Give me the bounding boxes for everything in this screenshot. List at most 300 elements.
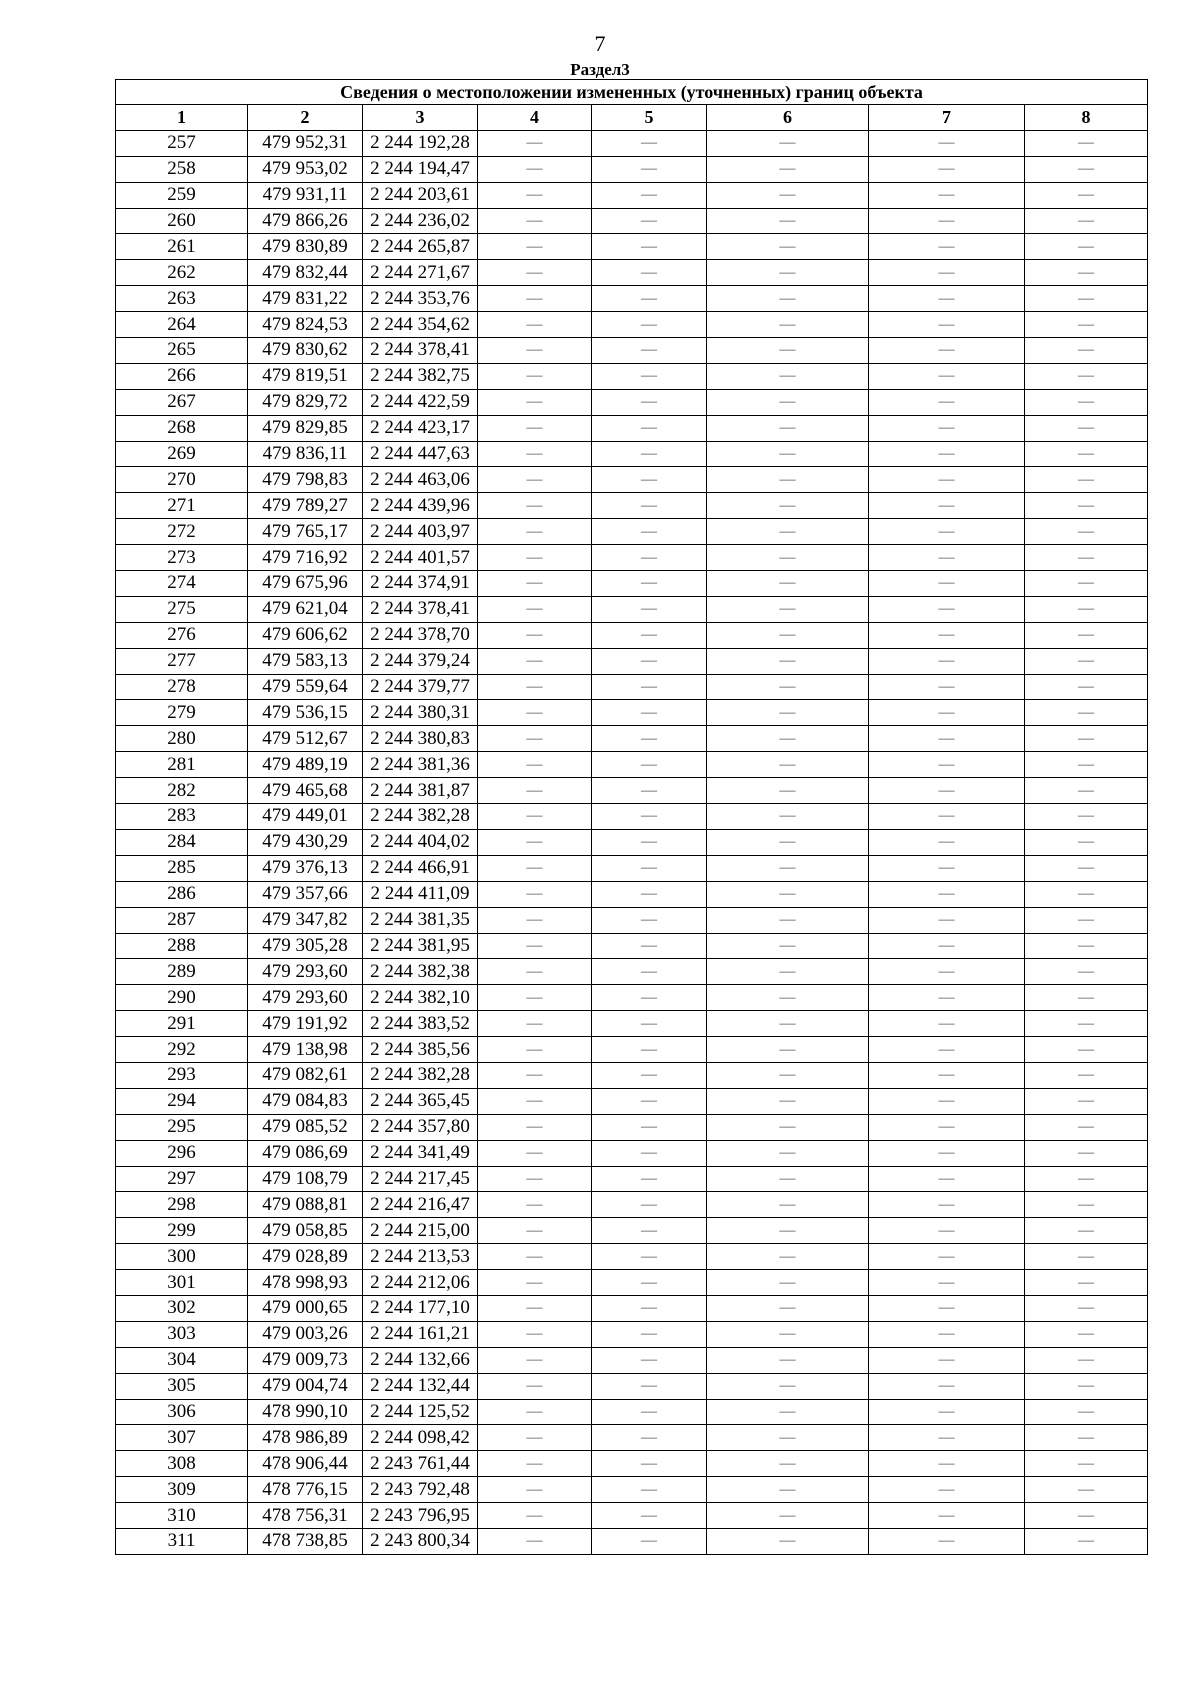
empty-value-cell: — bbox=[707, 778, 869, 804]
table-row bbox=[116, 1218, 1148, 1244]
point-number-cell: 260 bbox=[116, 208, 248, 234]
point-number-cell: 272 bbox=[116, 519, 248, 545]
empty-value-cell: — bbox=[592, 1140, 707, 1166]
empty-value-cell: — bbox=[869, 959, 1025, 985]
table-row bbox=[116, 493, 1148, 519]
empty-value-cell: — bbox=[1025, 1295, 1148, 1321]
y-coordinate-cell: 2 244 463,06 bbox=[363, 467, 478, 493]
table-row bbox=[116, 804, 1148, 830]
y-coordinate-cell: 2 244 447,63 bbox=[363, 441, 478, 467]
empty-value-cell: — bbox=[1025, 1114, 1148, 1140]
y-coordinate-cell: 2 244 177,10 bbox=[363, 1295, 478, 1321]
table-row bbox=[116, 363, 1148, 389]
point-number-cell: 305 bbox=[116, 1373, 248, 1399]
table-row bbox=[116, 985, 1148, 1011]
empty-value-cell: — bbox=[478, 881, 592, 907]
empty-value-cell: — bbox=[478, 1037, 592, 1063]
x-coordinate-cell: 479 489,19 bbox=[248, 752, 363, 778]
column-header: 4 bbox=[478, 105, 592, 131]
empty-value-cell: — bbox=[478, 363, 592, 389]
empty-value-cell: — bbox=[707, 338, 869, 364]
point-number-cell: 266 bbox=[116, 363, 248, 389]
empty-value-cell: — bbox=[592, 260, 707, 286]
y-coordinate-cell: 2 244 236,02 bbox=[363, 208, 478, 234]
table-row bbox=[116, 415, 1148, 441]
column-header: 7 bbox=[869, 105, 1025, 131]
empty-value-cell: — bbox=[869, 1425, 1025, 1451]
point-number-cell: 307 bbox=[116, 1425, 248, 1451]
column-header: 8 bbox=[1025, 105, 1148, 131]
empty-value-cell: — bbox=[869, 674, 1025, 700]
table-row bbox=[116, 726, 1148, 752]
point-number-cell: 309 bbox=[116, 1477, 248, 1503]
empty-value-cell: — bbox=[592, 622, 707, 648]
point-number-cell: 271 bbox=[116, 493, 248, 519]
empty-value-cell: — bbox=[592, 959, 707, 985]
y-coordinate-cell: 2 243 800,34 bbox=[363, 1528, 478, 1554]
y-coordinate-cell: 2 244 385,56 bbox=[363, 1037, 478, 1063]
y-coordinate-cell: 2 244 381,95 bbox=[363, 933, 478, 959]
empty-value-cell: — bbox=[592, 389, 707, 415]
empty-value-cell: — bbox=[478, 1062, 592, 1088]
empty-value-cell: — bbox=[478, 260, 592, 286]
y-coordinate-cell: 2 244 215,00 bbox=[363, 1218, 478, 1244]
empty-value-cell: — bbox=[1025, 312, 1148, 338]
y-coordinate-cell: 2 244 423,17 bbox=[363, 415, 478, 441]
empty-value-cell: — bbox=[592, 726, 707, 752]
point-number-cell: 270 bbox=[116, 467, 248, 493]
empty-value-cell: — bbox=[1025, 752, 1148, 778]
table-row bbox=[116, 130, 1148, 156]
empty-value-cell: — bbox=[1025, 726, 1148, 752]
y-coordinate-cell: 2 244 353,76 bbox=[363, 286, 478, 312]
y-coordinate-cell: 2 244 192,28 bbox=[363, 130, 478, 156]
table-row bbox=[116, 1528, 1148, 1554]
empty-value-cell: — bbox=[869, 1528, 1025, 1554]
empty-value-cell: — bbox=[1025, 985, 1148, 1011]
table-row bbox=[116, 208, 1148, 234]
empty-value-cell: — bbox=[478, 1218, 592, 1244]
point-number-cell: 302 bbox=[116, 1295, 248, 1321]
x-coordinate-cell: 479 449,01 bbox=[248, 804, 363, 830]
empty-value-cell: — bbox=[707, 208, 869, 234]
x-coordinate-cell: 479 004,74 bbox=[248, 1373, 363, 1399]
empty-value-cell: — bbox=[592, 674, 707, 700]
empty-value-cell: — bbox=[869, 1166, 1025, 1192]
empty-value-cell: — bbox=[707, 415, 869, 441]
empty-value-cell: — bbox=[707, 441, 869, 467]
empty-value-cell: — bbox=[707, 1425, 869, 1451]
empty-value-cell: — bbox=[1025, 1399, 1148, 1425]
empty-value-cell: — bbox=[1025, 1503, 1148, 1529]
point-number-cell: 300 bbox=[116, 1244, 248, 1270]
point-number-cell: 310 bbox=[116, 1503, 248, 1529]
empty-value-cell: — bbox=[592, 1011, 707, 1037]
empty-value-cell: — bbox=[592, 1451, 707, 1477]
point-number-cell: 265 bbox=[116, 338, 248, 364]
point-number-cell: 259 bbox=[116, 182, 248, 208]
x-coordinate-cell: 479 829,85 bbox=[248, 415, 363, 441]
table-row bbox=[116, 1477, 1148, 1503]
x-coordinate-cell: 479 866,26 bbox=[248, 208, 363, 234]
empty-value-cell: — bbox=[869, 829, 1025, 855]
point-number-cell: 277 bbox=[116, 648, 248, 674]
table-row bbox=[116, 855, 1148, 881]
y-coordinate-cell: 2 244 381,87 bbox=[363, 778, 478, 804]
empty-value-cell: — bbox=[707, 1451, 869, 1477]
x-coordinate-cell: 479 559,64 bbox=[248, 674, 363, 700]
empty-value-cell: — bbox=[1025, 286, 1148, 312]
empty-value-cell: — bbox=[869, 700, 1025, 726]
table-row bbox=[116, 1270, 1148, 1296]
empty-value-cell: — bbox=[478, 519, 592, 545]
y-coordinate-cell: 2 244 213,53 bbox=[363, 1244, 478, 1270]
empty-value-cell: — bbox=[869, 933, 1025, 959]
empty-value-cell: — bbox=[707, 1062, 869, 1088]
empty-value-cell: — bbox=[869, 855, 1025, 881]
y-coordinate-cell: 2 244 422,59 bbox=[363, 389, 478, 415]
empty-value-cell: — bbox=[592, 208, 707, 234]
point-number-cell: 295 bbox=[116, 1114, 248, 1140]
empty-value-cell: — bbox=[707, 752, 869, 778]
empty-value-cell: — bbox=[869, 596, 1025, 622]
empty-value-cell: — bbox=[478, 493, 592, 519]
y-coordinate-cell: 2 244 380,83 bbox=[363, 726, 478, 752]
empty-value-cell: — bbox=[1025, 1244, 1148, 1270]
empty-value-cell: — bbox=[1025, 933, 1148, 959]
empty-value-cell: — bbox=[869, 467, 1025, 493]
empty-value-cell: — bbox=[1025, 493, 1148, 519]
empty-value-cell: — bbox=[707, 1192, 869, 1218]
empty-value-cell: — bbox=[869, 1011, 1025, 1037]
empty-value-cell: — bbox=[869, 130, 1025, 156]
x-coordinate-cell: 479 716,92 bbox=[248, 545, 363, 571]
y-coordinate-cell: 2 244 132,44 bbox=[363, 1373, 478, 1399]
empty-value-cell: — bbox=[869, 312, 1025, 338]
empty-value-cell: — bbox=[1025, 1451, 1148, 1477]
x-coordinate-cell: 479 082,61 bbox=[248, 1062, 363, 1088]
column-header-row bbox=[116, 105, 1148, 131]
table-row bbox=[116, 1503, 1148, 1529]
table-row bbox=[116, 907, 1148, 933]
empty-value-cell: — bbox=[592, 829, 707, 855]
empty-value-cell: — bbox=[1025, 674, 1148, 700]
empty-value-cell: — bbox=[478, 467, 592, 493]
empty-value-cell: — bbox=[1025, 545, 1148, 571]
y-coordinate-cell: 2 244 404,02 bbox=[363, 829, 478, 855]
empty-value-cell: — bbox=[707, 1295, 869, 1321]
x-coordinate-cell: 479 830,62 bbox=[248, 338, 363, 364]
x-coordinate-cell: 479 832,44 bbox=[248, 260, 363, 286]
column-header: 2 bbox=[248, 105, 363, 131]
empty-value-cell: — bbox=[869, 804, 1025, 830]
empty-value-cell: — bbox=[707, 234, 869, 260]
column-header: 1 bbox=[116, 105, 248, 131]
empty-value-cell: — bbox=[869, 441, 1025, 467]
empty-value-cell: — bbox=[592, 1295, 707, 1321]
x-coordinate-cell: 479 583,13 bbox=[248, 648, 363, 674]
y-coordinate-cell: 2 244 378,41 bbox=[363, 338, 478, 364]
point-number-cell: 268 bbox=[116, 415, 248, 441]
empty-value-cell: — bbox=[592, 907, 707, 933]
empty-value-cell: — bbox=[592, 752, 707, 778]
empty-value-cell: — bbox=[478, 130, 592, 156]
empty-value-cell: — bbox=[592, 1218, 707, 1244]
empty-value-cell: — bbox=[478, 415, 592, 441]
empty-value-cell: — bbox=[478, 1140, 592, 1166]
empty-value-cell: — bbox=[1025, 415, 1148, 441]
point-number-cell: 283 bbox=[116, 804, 248, 830]
empty-value-cell: — bbox=[869, 1451, 1025, 1477]
empty-value-cell: — bbox=[707, 855, 869, 881]
empty-value-cell: — bbox=[707, 648, 869, 674]
y-coordinate-cell: 2 243 761,44 bbox=[363, 1451, 478, 1477]
x-coordinate-cell: 478 906,44 bbox=[248, 1451, 363, 1477]
empty-value-cell: — bbox=[1025, 1192, 1148, 1218]
x-coordinate-cell: 479 952,31 bbox=[248, 130, 363, 156]
empty-value-cell: — bbox=[1025, 1528, 1148, 1554]
x-coordinate-cell: 479 465,68 bbox=[248, 778, 363, 804]
empty-value-cell: — bbox=[707, 829, 869, 855]
y-coordinate-cell: 2 244 382,10 bbox=[363, 985, 478, 1011]
empty-value-cell: — bbox=[592, 1037, 707, 1063]
empty-value-cell: — bbox=[707, 1088, 869, 1114]
empty-value-cell: — bbox=[478, 1528, 592, 1554]
empty-value-cell: — bbox=[592, 519, 707, 545]
empty-value-cell: — bbox=[592, 1528, 707, 1554]
point-number-cell: 269 bbox=[116, 441, 248, 467]
table-row bbox=[116, 1037, 1148, 1063]
x-coordinate-cell: 479 836,11 bbox=[248, 441, 363, 467]
empty-value-cell: — bbox=[707, 1477, 869, 1503]
empty-value-cell: — bbox=[478, 959, 592, 985]
page-number: 7 bbox=[594, 31, 606, 56]
empty-value-cell: — bbox=[478, 1399, 592, 1425]
empty-value-cell: — bbox=[592, 441, 707, 467]
empty-value-cell: — bbox=[592, 130, 707, 156]
point-number-cell: 308 bbox=[116, 1451, 248, 1477]
table-row bbox=[116, 1140, 1148, 1166]
empty-value-cell: — bbox=[869, 234, 1025, 260]
point-number-cell: 276 bbox=[116, 622, 248, 648]
x-coordinate-cell: 479 191,92 bbox=[248, 1011, 363, 1037]
empty-value-cell: — bbox=[1025, 338, 1148, 364]
empty-value-cell: — bbox=[707, 1114, 869, 1140]
empty-value-cell: — bbox=[592, 1425, 707, 1451]
empty-value-cell: — bbox=[1025, 907, 1148, 933]
empty-value-cell: — bbox=[869, 1477, 1025, 1503]
y-coordinate-cell: 2 244 411,09 bbox=[363, 881, 478, 907]
x-coordinate-cell: 479 430,29 bbox=[248, 829, 363, 855]
y-coordinate-cell: 2 244 265,87 bbox=[363, 234, 478, 260]
x-coordinate-cell: 478 756,31 bbox=[248, 1503, 363, 1529]
empty-value-cell: — bbox=[478, 234, 592, 260]
empty-value-cell: — bbox=[707, 1373, 869, 1399]
empty-value-cell: — bbox=[707, 1321, 869, 1347]
table-row bbox=[116, 778, 1148, 804]
empty-value-cell: — bbox=[869, 338, 1025, 364]
empty-value-cell: — bbox=[478, 648, 592, 674]
empty-value-cell: — bbox=[869, 1037, 1025, 1063]
table-row bbox=[116, 1425, 1148, 1451]
empty-value-cell: — bbox=[478, 1425, 592, 1451]
empty-value-cell: — bbox=[1025, 389, 1148, 415]
empty-value-cell: — bbox=[707, 596, 869, 622]
column-header: 6 bbox=[707, 105, 869, 131]
point-number-cell: 285 bbox=[116, 855, 248, 881]
empty-value-cell: — bbox=[592, 1114, 707, 1140]
y-coordinate-cell: 2 244 382,28 bbox=[363, 804, 478, 830]
empty-value-cell: — bbox=[478, 208, 592, 234]
empty-value-cell: — bbox=[478, 1347, 592, 1373]
empty-value-cell: — bbox=[1025, 1062, 1148, 1088]
empty-value-cell: — bbox=[478, 1270, 592, 1296]
point-number-cell: 286 bbox=[116, 881, 248, 907]
empty-value-cell: — bbox=[592, 1373, 707, 1399]
x-coordinate-cell: 479 953,02 bbox=[248, 156, 363, 182]
y-coordinate-cell: 2 244 216,47 bbox=[363, 1192, 478, 1218]
x-coordinate-cell: 479 830,89 bbox=[248, 234, 363, 260]
empty-value-cell: — bbox=[707, 545, 869, 571]
empty-value-cell: — bbox=[869, 286, 1025, 312]
table-row bbox=[116, 674, 1148, 700]
table-row bbox=[116, 312, 1148, 338]
empty-value-cell: — bbox=[869, 1192, 1025, 1218]
x-coordinate-cell: 479 084,83 bbox=[248, 1088, 363, 1114]
empty-value-cell: — bbox=[1025, 1140, 1148, 1166]
table-row bbox=[116, 1244, 1148, 1270]
empty-value-cell: — bbox=[1025, 1088, 1148, 1114]
empty-value-cell: — bbox=[869, 156, 1025, 182]
empty-value-cell: — bbox=[1025, 881, 1148, 907]
y-coordinate-cell: 2 244 403,97 bbox=[363, 519, 478, 545]
point-number-cell: 264 bbox=[116, 312, 248, 338]
point-number-cell: 290 bbox=[116, 985, 248, 1011]
empty-value-cell: — bbox=[478, 829, 592, 855]
point-number-cell: 299 bbox=[116, 1218, 248, 1244]
empty-value-cell: — bbox=[592, 1347, 707, 1373]
empty-value-cell: — bbox=[1025, 1373, 1148, 1399]
y-coordinate-cell: 2 244 271,67 bbox=[363, 260, 478, 286]
empty-value-cell: — bbox=[707, 1503, 869, 1529]
empty-value-cell: — bbox=[592, 1321, 707, 1347]
empty-value-cell: — bbox=[707, 182, 869, 208]
empty-value-cell: — bbox=[1025, 1218, 1148, 1244]
empty-value-cell: — bbox=[478, 1166, 592, 1192]
empty-value-cell: — bbox=[478, 1244, 592, 1270]
empty-value-cell: — bbox=[707, 674, 869, 700]
point-number-cell: 275 bbox=[116, 596, 248, 622]
empty-value-cell: — bbox=[592, 545, 707, 571]
x-coordinate-cell: 479 621,04 bbox=[248, 596, 363, 622]
empty-value-cell: — bbox=[869, 493, 1025, 519]
table-caption: Сведения о местоположении измененных (уточненных) границ объекта bbox=[116, 80, 1148, 105]
y-coordinate-cell: 2 244 439,96 bbox=[363, 493, 478, 519]
empty-value-cell: — bbox=[869, 1114, 1025, 1140]
empty-value-cell: — bbox=[478, 1295, 592, 1321]
empty-value-cell: — bbox=[869, 1270, 1025, 1296]
point-number-cell: 291 bbox=[116, 1011, 248, 1037]
y-coordinate-cell: 2 244 401,57 bbox=[363, 545, 478, 571]
empty-value-cell: — bbox=[478, 804, 592, 830]
empty-value-cell: — bbox=[707, 726, 869, 752]
empty-value-cell: — bbox=[592, 493, 707, 519]
table-row bbox=[116, 881, 1148, 907]
empty-value-cell: — bbox=[592, 881, 707, 907]
x-coordinate-cell: 479 000,65 bbox=[248, 1295, 363, 1321]
empty-value-cell: — bbox=[478, 1503, 592, 1529]
empty-value-cell: — bbox=[707, 130, 869, 156]
empty-value-cell: — bbox=[592, 312, 707, 338]
point-number-cell: 257 bbox=[116, 130, 248, 156]
table-row bbox=[116, 1062, 1148, 1088]
empty-value-cell: — bbox=[592, 1503, 707, 1529]
empty-value-cell: — bbox=[869, 881, 1025, 907]
point-number-cell: 288 bbox=[116, 933, 248, 959]
point-number-cell: 280 bbox=[116, 726, 248, 752]
empty-value-cell: — bbox=[592, 1477, 707, 1503]
empty-value-cell: — bbox=[707, 1270, 869, 1296]
y-coordinate-cell: 2 244 212,06 bbox=[363, 1270, 478, 1296]
empty-value-cell: — bbox=[478, 985, 592, 1011]
empty-value-cell: — bbox=[869, 389, 1025, 415]
y-coordinate-cell: 2 244 383,52 bbox=[363, 1011, 478, 1037]
empty-value-cell: — bbox=[592, 855, 707, 881]
empty-value-cell: — bbox=[478, 1451, 592, 1477]
empty-value-cell: — bbox=[869, 622, 1025, 648]
point-number-cell: 306 bbox=[116, 1399, 248, 1425]
x-coordinate-cell: 479 829,72 bbox=[248, 389, 363, 415]
empty-value-cell: — bbox=[707, 933, 869, 959]
empty-value-cell: — bbox=[869, 519, 1025, 545]
empty-value-cell: — bbox=[1025, 234, 1148, 260]
x-coordinate-cell: 479 675,96 bbox=[248, 571, 363, 597]
empty-value-cell: — bbox=[592, 286, 707, 312]
empty-value-cell: — bbox=[478, 907, 592, 933]
empty-value-cell: — bbox=[707, 493, 869, 519]
empty-value-cell: — bbox=[869, 1218, 1025, 1244]
table-row bbox=[116, 234, 1148, 260]
empty-value-cell: — bbox=[1025, 1477, 1148, 1503]
y-coordinate-cell: 2 244 382,75 bbox=[363, 363, 478, 389]
x-coordinate-cell: 479 819,51 bbox=[248, 363, 363, 389]
y-coordinate-cell: 2 244 379,77 bbox=[363, 674, 478, 700]
x-coordinate-cell: 479 931,11 bbox=[248, 182, 363, 208]
empty-value-cell: — bbox=[1025, 130, 1148, 156]
boundary-coordinates-table bbox=[115, 79, 1148, 1555]
table-row bbox=[116, 752, 1148, 778]
empty-value-cell: — bbox=[592, 1166, 707, 1192]
empty-value-cell: — bbox=[1025, 778, 1148, 804]
x-coordinate-cell: 479 305,28 bbox=[248, 933, 363, 959]
point-number-cell: 258 bbox=[116, 156, 248, 182]
table-row bbox=[116, 260, 1148, 286]
table-row bbox=[116, 519, 1148, 545]
x-coordinate-cell: 479 536,15 bbox=[248, 700, 363, 726]
empty-value-cell: — bbox=[707, 1528, 869, 1554]
table-row bbox=[116, 1399, 1148, 1425]
empty-value-cell: — bbox=[592, 182, 707, 208]
point-number-cell: 287 bbox=[116, 907, 248, 933]
point-number-cell: 294 bbox=[116, 1088, 248, 1114]
empty-value-cell: — bbox=[478, 312, 592, 338]
empty-value-cell: — bbox=[478, 1192, 592, 1218]
empty-value-cell: — bbox=[478, 1373, 592, 1399]
y-coordinate-cell: 2 244 341,49 bbox=[363, 1140, 478, 1166]
empty-value-cell: — bbox=[707, 286, 869, 312]
empty-value-cell: — bbox=[869, 1140, 1025, 1166]
empty-value-cell: — bbox=[478, 855, 592, 881]
